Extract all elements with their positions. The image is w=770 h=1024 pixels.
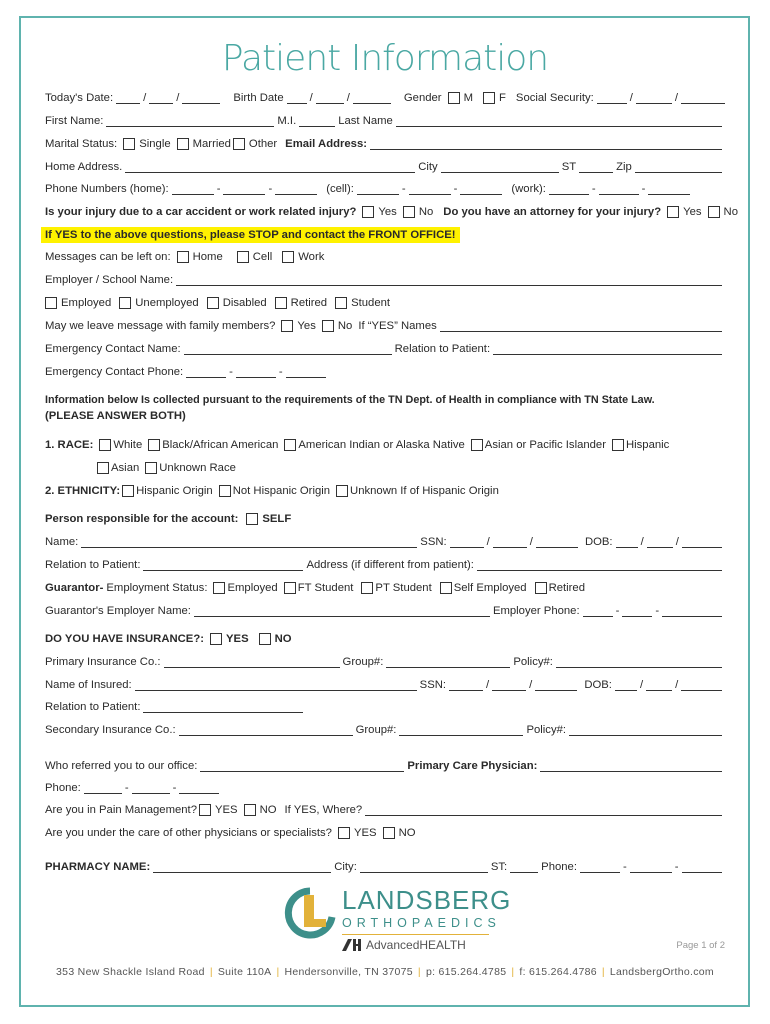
landsberg-l-icon	[284, 887, 336, 943]
disabled-checkbox[interactable]	[207, 297, 219, 309]
guar-self-employed-label: Self Employed	[453, 582, 527, 594]
footer-website: LandsbergOrtho.com	[609, 966, 714, 978]
work-label: (work):	[511, 183, 546, 195]
insurance-yes-label: YES	[226, 633, 249, 645]
emergency-phone-row: Emergency Contact Phone: - -	[45, 364, 725, 380]
resp-dob-label: DOB:	[584, 536, 613, 548]
gender-f-checkbox[interactable]	[483, 92, 495, 104]
employer-row	[45, 272, 725, 288]
insured-dob-month[interactable]	[615, 679, 637, 691]
pharmacy-city-field[interactable]	[360, 861, 488, 873]
msg-cell-checkbox[interactable]	[237, 251, 249, 263]
ssn-part2[interactable]	[636, 92, 672, 104]
race-american-indian-label: American Indian or Alaska Native	[298, 439, 465, 451]
resp-ssn-part1[interactable]	[450, 536, 484, 548]
pain-yes-checkbox[interactable]	[199, 804, 211, 816]
gender-label: Gender	[403, 92, 442, 104]
pain-question: Are you in Pain Management?	[45, 804, 197, 816]
secondary-insurance-field[interactable]	[179, 724, 353, 736]
employed-checkbox[interactable]	[45, 297, 57, 309]
name-row	[45, 113, 725, 129]
insured-relation-row	[45, 699, 725, 715]
pcp-phone-label: Phone:	[45, 782, 81, 794]
marital-row	[45, 136, 725, 152]
secondary-group-label: Group#:	[355, 724, 397, 736]
pcp-phone-line[interactable]	[179, 782, 219, 794]
address-row	[45, 159, 725, 175]
pharmacy-phone-line[interactable]	[682, 861, 722, 873]
guar-retired-checkbox[interactable]	[535, 582, 547, 594]
st-field[interactable]	[579, 161, 613, 173]
other-phys-yes-label: YES	[353, 827, 377, 839]
unknown-ethnicity-checkbox[interactable]	[336, 485, 348, 497]
guar-employer-field[interactable]	[194, 605, 490, 617]
pharmacy-st-field[interactable]	[510, 861, 538, 873]
advancedhealth-mark-icon	[342, 939, 362, 951]
pharmacy-st-label: ST:	[490, 861, 508, 873]
ssn-part1[interactable]	[597, 92, 627, 104]
family-yes-checkbox[interactable]	[281, 320, 293, 332]
phones-row: Phone Numbers (home): - - (cell): - - (work): - -	[45, 181, 725, 197]
msg-work-checkbox[interactable]	[282, 251, 294, 263]
race-white-checkbox[interactable]	[99, 439, 111, 451]
guar-self-employed-checkbox[interactable]	[440, 582, 452, 594]
referred-label: Who referred you to our office:	[45, 760, 198, 772]
resp-relation-label: Relation to Patient:	[45, 559, 141, 571]
footer-suite: Suite 110A	[217, 966, 272, 978]
resp-ssn-part3[interactable]	[536, 536, 578, 548]
msg-work-label: Work	[298, 251, 325, 263]
secondary-insurance-row	[45, 722, 725, 738]
other-checkbox[interactable]	[233, 138, 245, 150]
race-row-2	[97, 460, 725, 476]
injury-row	[45, 204, 738, 220]
other-label: Other	[248, 138, 278, 150]
cell-phone-area[interactable]	[357, 183, 399, 195]
unknown-ethnicity-label: Unknown If of Hispanic Origin	[350, 485, 499, 497]
guar-ft-label: FT Student	[297, 582, 354, 594]
guar-retired-label: Retired	[548, 582, 585, 594]
primary-insurance-field[interactable]	[164, 656, 340, 668]
resp-ssn-part2[interactable]	[493, 536, 527, 548]
pcp-phone-prefix[interactable]	[132, 782, 170, 794]
disabled-label: Disabled	[222, 297, 267, 309]
responsible-row	[45, 511, 725, 527]
insured-dob-year[interactable]	[681, 679, 722, 691]
birth-date-month[interactable]	[287, 92, 307, 104]
last-name-field[interactable]	[396, 115, 722, 127]
zip-label: Zip	[616, 161, 632, 173]
secondary-insurance-label: Secondary Insurance Co.:	[45, 724, 176, 736]
footer-phone: p: 615.264.4785	[425, 966, 507, 978]
emergency-name-label: Emergency Contact Name:	[45, 343, 181, 355]
pcp-field[interactable]	[540, 760, 722, 772]
insured-relation-field[interactable]	[143, 701, 303, 713]
injury-yes-checkbox[interactable]	[362, 206, 374, 218]
insured-row: Name of Insured: SSN: / / DOB: / /	[45, 677, 725, 693]
hispanic-origin-label: Hispanic Origin	[136, 485, 213, 497]
phone-home-label: Phone Numbers (home):	[45, 183, 169, 195]
retired-checkbox[interactable]	[275, 297, 287, 309]
work-phone-prefix[interactable]	[599, 183, 639, 195]
todays-date-day[interactable]	[149, 92, 173, 104]
other-phys-no-checkbox[interactable]	[383, 827, 395, 839]
dates-row: Today's Date: / / Birth Date / / Gender M F Social Security: / /	[45, 90, 725, 106]
other-physicians-question: Are you under the care of other physicians or specialists?	[45, 827, 332, 839]
insurance-no-label: NO	[274, 633, 292, 645]
guar-employed-checkbox[interactable]	[213, 582, 225, 594]
self-label: SELF	[262, 513, 292, 525]
race-asian-label: Asian	[111, 462, 140, 474]
employer-phone-area[interactable]	[583, 605, 613, 617]
emergency-name-field[interactable]	[184, 343, 392, 355]
race-hispanic-label: Hispanic	[625, 439, 670, 451]
pharmacy-label: PHARMACY NAME:	[45, 861, 151, 873]
emergency-phone-line[interactable]	[286, 366, 326, 378]
logo-advancedhealth: AdvancedHEALTH	[366, 938, 466, 952]
please-answer-both: (PLEASE ANSWER BOTH)	[45, 410, 186, 422]
footer-city: Hendersonville, TN 37075	[284, 966, 413, 978]
other-phys-yes-checkbox[interactable]	[338, 827, 350, 839]
pharmacy-city-label: City:	[334, 861, 357, 873]
info-notice-line2	[45, 408, 725, 424]
married-label: Married	[192, 138, 231, 150]
secondary-group-field[interactable]	[399, 724, 523, 736]
attorney-question: Do you have an attorney for your injury?	[443, 206, 662, 218]
marital-label: Marital Status:	[45, 138, 118, 150]
secondary-policy-field[interactable]	[569, 724, 722, 736]
race-black-label: Black/African American	[162, 439, 279, 451]
todays-date-month[interactable]	[116, 92, 140, 104]
responsible-name-row: Name: SSN: / / DOB: / /	[45, 534, 725, 550]
guar-pt-checkbox[interactable]	[361, 582, 373, 594]
mi-field[interactable]	[299, 115, 335, 127]
resp-dob-year[interactable]	[682, 536, 722, 548]
birth-date-day[interactable]	[316, 92, 344, 104]
pain-management-row	[45, 802, 725, 818]
other-phys-no-label: NO	[398, 827, 416, 839]
insured-ssn-part3[interactable]	[535, 679, 577, 691]
self-checkbox[interactable]	[246, 513, 258, 525]
resp-address-field[interactable]	[477, 559, 722, 571]
cell-phone-line[interactable]	[460, 183, 502, 195]
unemployed-checkbox[interactable]	[119, 297, 131, 309]
guar-pt-label: PT Student	[375, 582, 432, 594]
email-field[interactable]	[370, 138, 722, 150]
pain-where-field[interactable]	[365, 804, 722, 816]
unemployed-label: Unemployed	[135, 297, 199, 309]
work-phone-line[interactable]	[648, 183, 690, 195]
family-no-label: No	[337, 320, 353, 332]
form-title: Patient Information	[221, 38, 549, 79]
pain-no-checkbox[interactable]	[244, 804, 256, 816]
mi-label: M.I.	[277, 115, 297, 127]
ssn-part3[interactable]	[681, 92, 725, 104]
primary-policy-label: Policy#:	[513, 656, 553, 668]
insured-relation-label: Relation to Patient:	[45, 701, 141, 713]
emergency-phone-prefix[interactable]	[236, 366, 276, 378]
hispanic-origin-checkbox[interactable]	[122, 485, 134, 497]
messages-row	[45, 249, 725, 265]
primary-policy-field[interactable]	[556, 656, 722, 668]
emergency-relation-label: Relation to Patient:	[394, 343, 491, 355]
single-checkbox[interactable]	[123, 138, 135, 150]
race-row	[45, 437, 725, 453]
family-message-row	[45, 318, 725, 334]
family-names-field[interactable]	[440, 320, 722, 332]
attorney-yes-label: Yes	[683, 206, 702, 218]
insured-label: Name of Insured:	[45, 679, 132, 691]
pharmacy-phone-area[interactable]	[580, 861, 620, 873]
zip-field[interactable]	[635, 161, 722, 173]
primary-group-label: Group#:	[342, 656, 384, 668]
resp-relation-row	[45, 557, 725, 573]
emergency-relation-field[interactable]	[493, 343, 722, 355]
messages-label: Messages can be left on:	[45, 251, 171, 263]
employer-label: Employer / School Name:	[45, 274, 174, 286]
pain-no-label: NO	[259, 804, 277, 816]
cell-phone-prefix[interactable]	[409, 183, 451, 195]
student-label: Student	[351, 297, 391, 309]
birth-date-year[interactable]	[353, 92, 391, 104]
family-yes-label: Yes	[297, 320, 316, 332]
guar-employed-label: Employed	[227, 582, 278, 594]
info-notice-line1	[45, 392, 725, 408]
guarantor-status-row	[45, 580, 725, 596]
ethnicity-label: 2. ETHNICITY:	[45, 485, 121, 497]
guar-employer-label: Guarantor's Employer Name:	[45, 605, 191, 617]
employer-phone-line[interactable]	[662, 605, 722, 617]
todays-date-label: Today's Date:	[45, 92, 114, 104]
insured-ssn-part2[interactable]	[492, 679, 526, 691]
responsible-label: Person responsible for the account:	[45, 513, 239, 525]
student-checkbox[interactable]	[335, 297, 347, 309]
employer-phone-prefix[interactable]	[622, 605, 652, 617]
ethnicity-row	[45, 483, 725, 499]
first-name-label: First Name:	[45, 115, 104, 127]
gender-f-label: F	[499, 92, 506, 104]
msg-home-checkbox[interactable]	[177, 251, 189, 263]
stop-notice: If YES to the above questions, please STOP and contact the FRONT OFFICE!	[41, 227, 460, 243]
attorney-no-checkbox[interactable]	[708, 206, 720, 218]
employer-phone-label: Employer Phone:	[492, 605, 580, 617]
home-phone-prefix[interactable]	[223, 183, 265, 195]
resp-dob-day[interactable]	[647, 536, 673, 548]
guar-ft-checkbox[interactable]	[284, 582, 296, 594]
logo-landsberg: LANDSBERG	[342, 885, 512, 915]
page-number: Page 1 of 2	[676, 940, 725, 951]
guarantor-label: Guarantor-	[45, 582, 104, 594]
resp-relation-field[interactable]	[143, 559, 303, 571]
attorney-yes-checkbox[interactable]	[667, 206, 679, 218]
family-names-label: If “YES” Names	[358, 320, 437, 332]
race-unknown-label: Unknown Race	[159, 462, 236, 474]
todays-date-year[interactable]	[182, 92, 220, 104]
pharmacy-field[interactable]	[153, 861, 331, 873]
birth-date-label: Birth Date	[233, 92, 284, 104]
not-hispanic-label: Not Hispanic Origin	[232, 485, 331, 497]
resp-address-label: Address (if different from patient):	[306, 559, 474, 571]
injury-question: Is your injury due to a car accident or work related injury?	[45, 206, 357, 218]
email-label: Email Address:	[285, 138, 367, 150]
last-name-label: Last Name	[338, 115, 393, 127]
logo-orthopaedics: ORTHOPAEDICS	[342, 916, 501, 930]
emergency-phone-label: Emergency Contact Phone:	[45, 366, 184, 378]
city-field[interactable]	[441, 161, 559, 173]
pcp-label: Primary Care Physician:	[407, 760, 538, 772]
gender-m-label: M	[463, 92, 473, 104]
attorney-no-label: No	[723, 206, 738, 218]
race-label: 1. RACE:	[45, 439, 94, 451]
race-unknown-checkbox[interactable]	[145, 462, 157, 474]
employed-label: Employed	[61, 297, 112, 309]
msg-cell-label: Cell	[252, 251, 273, 263]
footer-fax: f: 615.264.4786	[519, 966, 597, 978]
married-checkbox[interactable]	[177, 138, 189, 150]
race-black-checkbox[interactable]	[148, 439, 160, 451]
landsberg-logo	[284, 885, 512, 955]
footer: 353 New Shackle Island Road | Suite 110A | Hendersonville, TN 37075 | p: 615.264.4785 | f: 615.264.4786 | LandsbergOrtho.com	[56, 966, 714, 978]
insured-ssn-part1[interactable]	[449, 679, 483, 691]
city-label: City	[418, 161, 438, 173]
race-asian-checkbox[interactable]	[97, 462, 109, 474]
emp-status-label: Employment Status:	[106, 582, 208, 594]
home-address-label: Home Address.	[45, 161, 123, 173]
employment-status-row	[45, 295, 725, 311]
notice-row	[45, 227, 725, 243]
footer-address: 353 New Shackle Island Road	[56, 966, 205, 978]
guarantor-employer-row: Guarantor's Employer Name: Employer Phone: - -	[45, 603, 725, 619]
injury-no-checkbox[interactable]	[403, 206, 415, 218]
cell-label: (cell):	[326, 183, 354, 195]
logo-divider	[342, 934, 489, 935]
secondary-policy-label: Policy#:	[526, 724, 567, 736]
gender-m-checkbox[interactable]	[448, 92, 460, 104]
ssn-label: Social Security:	[515, 92, 594, 104]
emergency-phone-area[interactable]	[186, 366, 226, 378]
resp-name-label: Name:	[45, 536, 79, 548]
injury-no-label: No	[418, 206, 434, 218]
race-hispanic-checkbox[interactable]	[612, 439, 624, 451]
insured-dob-day[interactable]	[646, 679, 672, 691]
home-address-field[interactable]	[125, 161, 415, 173]
pain-where-label: If YES, Where?	[284, 804, 363, 816]
race-asian-pacific-checkbox[interactable]	[471, 439, 483, 451]
st-label: ST	[561, 161, 577, 173]
work-phone-area[interactable]	[549, 183, 589, 195]
emergency-contact-row	[45, 341, 725, 357]
family-message-label: May we leave message with family members?	[45, 320, 276, 332]
race-asian-pacific-label: Asian or Pacific Islander	[484, 439, 606, 451]
msg-home-label: Home	[192, 251, 223, 263]
race-white-label: White	[113, 439, 143, 451]
pharmacy-row: PHARMACY NAME: City: ST: Phone: - -	[45, 859, 725, 875]
home-phone-area[interactable]	[172, 183, 214, 195]
resp-dob-month[interactable]	[616, 536, 638, 548]
insurance-no-checkbox[interactable]	[259, 633, 271, 645]
insurance-yes-checkbox[interactable]	[210, 633, 222, 645]
other-physicians-row	[45, 825, 725, 841]
resp-ssn-label: SSN:	[420, 536, 447, 548]
primary-insurance-row	[45, 654, 725, 670]
pcp-phone-row: Phone: - -	[45, 780, 725, 796]
insured-dob-label: DOB:	[584, 679, 612, 691]
home-phone-line[interactable]	[275, 183, 317, 195]
employer-field[interactable]	[176, 274, 722, 286]
referral-row	[45, 758, 725, 774]
primary-group-field[interactable]	[386, 656, 510, 668]
injury-yes-label: Yes	[378, 206, 397, 218]
primary-insurance-label: Primary Insurance Co.:	[45, 656, 161, 668]
insurance-question: DO YOU HAVE INSURANCE?:	[45, 633, 205, 645]
info-notice-text: Information below Is collected pursuant to the requirements of the TN Dept. of Health in compliance with TN State Law.	[45, 394, 655, 406]
race-american-indian-checkbox[interactable]	[284, 439, 296, 451]
insured-ssn-label: SSN:	[419, 679, 447, 691]
pcp-phone-area[interactable]	[84, 782, 122, 794]
insurance-question-row	[45, 631, 725, 647]
single-label: Single	[139, 138, 171, 150]
pain-yes-label: YES	[214, 804, 238, 816]
insured-field[interactable]	[135, 679, 417, 691]
referred-field[interactable]	[200, 760, 404, 772]
not-hispanic-checkbox[interactable]	[219, 485, 231, 497]
family-no-checkbox[interactable]	[322, 320, 334, 332]
resp-name-field[interactable]	[81, 536, 417, 548]
retired-label: Retired	[290, 297, 328, 309]
pharmacy-phone-label: Phone:	[541, 861, 577, 873]
first-name-field[interactable]	[106, 115, 274, 127]
pharmacy-phone-prefix[interactable]	[630, 861, 672, 873]
